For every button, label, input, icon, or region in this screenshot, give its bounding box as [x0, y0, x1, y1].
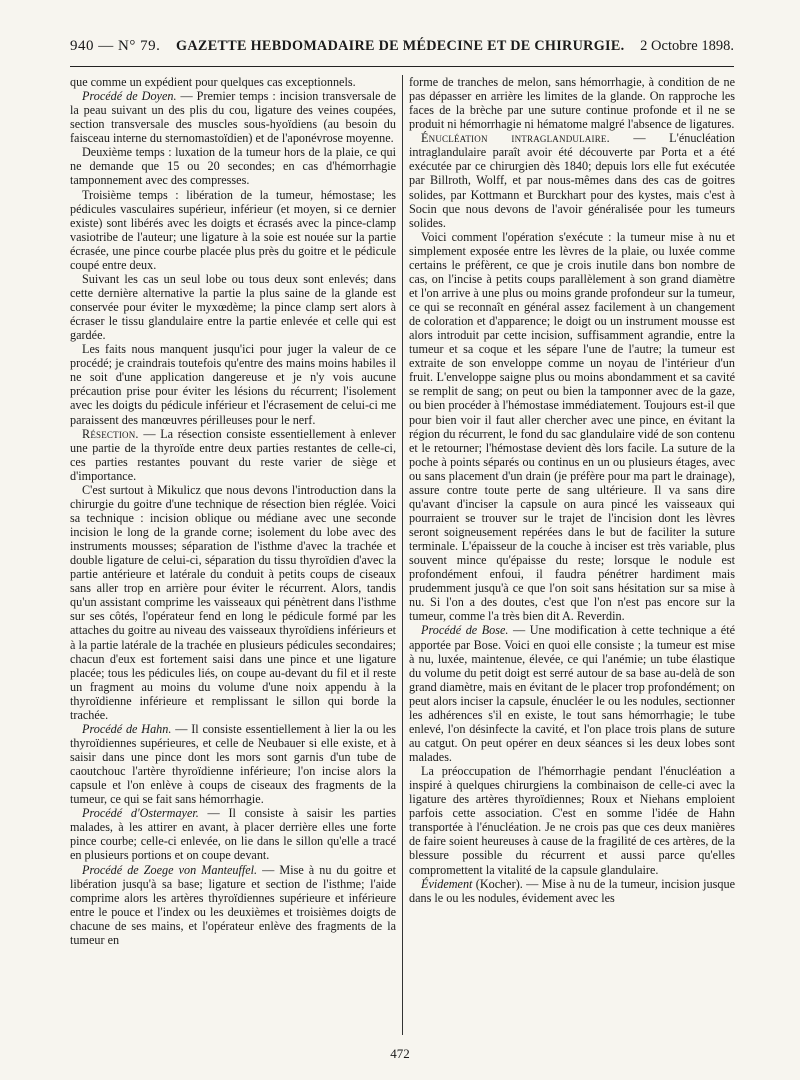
paragraph — [409, 623, 735, 764]
paragraph — [409, 764, 735, 877]
paragraph-text: Troisième temps : libération de la tumeur, hémostase; les pédicules vasculaires supérieur, inférieur (et moyen, si ce dernier existe) sont libérés avec les doigts et écrasés avec la pince-clamp vasiotribe de l'auteur; une ligature à la soie est nouée sur la partie écrasée, une pince courbe placée plus près du goitre et le pédicule coupé entre deux. — [70, 187, 396, 272]
paragraph-heading: Procédé de Bose. — [421, 623, 509, 638]
paragraph — [70, 75, 396, 89]
paragraph-text: La préoccupation de l'hémorrhagie pendant l'énucléation a inspiré à quelques chirurgiens la combinaison de celle-ci avec la ligature des artères thyroïdiennes; Roux et Niehans emploient parfois cette association. C'est en somme l'idée de Hahn transportée à l'énucléation. Je ne crois pas que ces deux manières de faire soient heureuses à cause de la fragilité de ces artères, de la blessure possible du récurrent et aussi parce qu'elles compromettent la vitalité de la capsule glandulaire. — [409, 764, 735, 877]
issue-number: — N° 79. — [98, 38, 161, 54]
paragraph-text: C'est surtout à Mikulicz que nous devons l'introduction dans la chirurgie du goitre d'une technique de résection bien réglée. Voici sa technique : incision oblique ou médiane avec une seconde incision le long de la grande corne; isolement du lobe avec des instruments mousses; séparation de l'isthme d'avec la trachée et double ligature de celui-ci, séparation du tissu thyroïdien d'avec la partie antérieure et latérale du conduit à petits coups de ciseaux sans aller trop en arrière pour éviter le récurrent. Alors, tandis qu'un assistant comprime les vaisseaux qui pénètrent dans l'isthme sur ses côtés, l'opérateur fend en long le pédicule formé par les attaches du goitre au niveau des vaisseaux thyroïdiens inférieurs et à la partie latérale de la trachée en plusieurs pédicules secondaires; chacun d'eux est fortement saisi dans une pince et une ligature placée; tous les pédicules liés, on coupe au-devant du fil et il reste un fragment au moins du volume d'une noix appendu à la thyroïdienne inférieure et remplissant le sillon qui borde la trachée. — [70, 482, 396, 722]
paragraph-text: — Il consiste à saisir les parties malades, à les attirer en avant, à placer derrière elles une forte pince courbe; celle-ci enlevée, on lie dans le sillon qu'elle a tracé en plusieurs portions et on coupe devant. — [70, 806, 396, 863]
running-header — [70, 38, 734, 62]
paragraph-text: que comme un expédient pour quelques cas exceptionnels. — [70, 75, 356, 89]
paragraph-heading: Procédé d'Ostermayer. — [82, 806, 199, 821]
paragraph — [70, 272, 396, 342]
paragraph-text: Deuxième temps : luxation de la tumeur hors de la plaie, ce qui ne demande que 15 ou 20 secondes; en cas d'hémorrhagie tamponnement avec des compresses. — [70, 145, 396, 188]
paragraph-heading: Procédé de Zoege von Manteuffel. — [82, 862, 258, 877]
page-folio: 472 — [390, 1046, 410, 1061]
header-rule — [70, 66, 734, 67]
journal-title: GAZETTE HEBDOMADAIRE DE MÉDECINE ET DE CHIRURGIE. — [176, 38, 625, 54]
paragraph-text: — L'énucléation intraglandulaire paraît avoir été découverte par Porta et a été exécutée par ce chirurgien dès 1840; depuis lors elle fut exécutée par Billroth, Wolff, et par nous-mêmes dans des cas de goitres solides, par Kottmann et Burckhart pour des kystes, mais c'est à Socin que nous devons de l'avoir généralisée pour les tumeurs solides. — [409, 131, 735, 230]
paragraph-text: Suivant les cas un seul lobe ou tous deux sont enlevés; dans cette dernière alternative la partie la plus saine de la glande est conservée pour éviter le myxœdème; la pince clamp sert alors à écraser le tissu glandulaire entre la partie enlevée et celle qui est gardée. — [70, 271, 396, 343]
paragraph — [70, 722, 396, 806]
paragraph — [409, 877, 735, 905]
paragraph — [409, 75, 735, 131]
paragraph-heading: Procédé de Doyen. — [82, 89, 177, 104]
paragraph-text: forme de tranches de melon, sans hémorrhagie, à condition de ne pas dépasser en arrière les limites de la glande. On rapproche les faces de la brèche par une suture continue profonde et il ne se produit ni hémorrhagie ni hématome malgré l'absence de ligatures. — [409, 75, 735, 132]
page-number: 940 — [70, 38, 94, 54]
paragraph-text: — Premier temps : incision transversale de la peau suivant un des plis du cou, ligature des veines coupées, section transversale des muscles sous-hyoïdiens (au besoin du faisceau interne du sternomastoïdien) et de l'aponévrose moyenne. — [70, 89, 396, 146]
paragraph — [70, 188, 396, 272]
paragraph-text: Les faits nous manquent jusqu'ici pour juger la valeur de ce procédé; je craindrais toutefois qu'entre des mains moins habiles il ne soit d'une application dangereuse et je n'y vois aucune précaution prise pour éviter les lésions du récurrent; l'isolement avec les doigts du pédicule inférieur et l'écrasement de celui-ci me paraissent des manœuvres périlleuses pour le nerf. — [70, 342, 396, 427]
paragraph — [70, 89, 396, 145]
paragraph-text: — Il consiste essentiellement à lier la ou les thyroïdiennes supérieures, et celle de Neubauer si elle existe, et à saisir dans une pince dont les mors sont garnis d'un tube de caoutchouc l'artère thyroïdienne inférieure; l'on incise alors la capsule et l'on enlève à coups de ciseaux des fragments de la tumeur, ce qui se fait sans hémorrhagie. — [70, 721, 396, 807]
paragraph — [409, 131, 735, 229]
paragraph-heading: Procédé de Hahn. — [82, 721, 172, 736]
column-divider — [402, 75, 403, 1035]
right-column — [409, 75, 735, 1035]
section-heading: Résection. — [82, 426, 139, 441]
paragraph-text: — La résection consiste essentiellement à enlever une partie de la thyroïde entre deux parties restantes de celle-ci, ces parties restantes pouvant du reste varier de siège et d'importance. — [70, 426, 396, 483]
paragraph-text: — Une modification à cette technique a été apportée par Bose. Voici en quoi elle consiste ; la tumeur est mise à nu, luxée, maintenue, élevée, ce qui l'anémie; un tube élastique du volume du petit doigt est serré autour de sa base au-delà de son grand diamètre, mais en évitant de le placer trop profondément; on peut alors inciser la capsule, énucléer le ou les nodules, sectionner les adhérences s'il en existe, le tout sans hémorrhagie; le tube enlevé, l'on désinfecte la cavité, et l'on place trois plans de suture au catgut. On peut opérer en deux séances si les deux lobes sont malades. — [409, 623, 735, 764]
left-column — [70, 75, 396, 1035]
paragraph — [70, 145, 396, 187]
issue-date: 2 Octobre 1898. — [640, 38, 734, 54]
paragraph — [70, 863, 396, 947]
paragraph — [409, 230, 735, 624]
header-page-issue — [70, 38, 160, 55]
paragraph-text: Voici comment l'opération s'exécute : la tumeur mise à nu et simplement exposée entre les lèvres de la plaie, ou luxée comme certains le préfèrent, ce que je crois inutile dans bon nombre de cas, on l'incise à petits coups parallèlement à son grand diamètre et l'on arrive à une plus ou moins grande profondeur sur la tumeur, ce qui se reconnaît en général assez facilement à un changement de coloration et d'apparence; le doigt ou un instrument mousse est alors introduit par cette incision, suffisamment agrandie, entre la tumeur et sa coque et les sépare l'une de l'autre; la tumeur est extraite de son enveloppe comme un noyau de l'intérieur d'un fruit. L'enveloppe saigne plus ou moins abondamment et sa cavité se remplit de sang; on peut ou bien la tamponner avec de la gaze, ou bien procéder à l'hémostase immédiatement. Toujours est-il que pour bien voir il faut aller chercher avec une pince, en évitant la région du récurrent, le fond du sac glandulaire vidé de son contenu et le retourner; l'hémostase devient dès lors facile. La suture de la poche à points séparés ou continus en un ou plusieurs étages, avec ou sans placement d'un drain (je préfère pour ma part le drainage), assure contre toute perte de sang ultérieure. Il va sans dire qu'avant d'inciser la capsule on aura pincé les vaisseaux qui pourraient se trouver sur le trajet de l'incision dont les lèvres seront soigneusement repérées dans le but de faciliter la suture terminale. L'épaisseur de la couche à inciser est très variable, plus souvent mince qu'épaisse du reste; lorsque le nodule est profondément enfoui, il faudra pénétrer hardiment mais prudemment jusqu'à ce que l'on soit sans hésitation sur sa mise à nu. Si l'on a des doutes, c'est que l'on n'est pas encore sur la tumeur, comme l'a très bien dit A. Reverdin. — [409, 229, 735, 624]
paragraph-text: — Mise à nu du goitre et libération jusqu'à sa base; ligature et section de l'isthme; l'aide comprime alors les artères thyroïdiennes supérieure et inférieure entre le pouce et l'index ou les deuxièmes et troisièmes doigts de chacune de ses mains, et l'opérateur enlève des fragments de la tumeur en — [70, 862, 396, 947]
paragraph-text: (Kocher). — Mise à nu de la tumeur, incision jusque dans le ou les nodules, évidement avec les — [409, 876, 735, 905]
paragraph — [70, 427, 396, 483]
paragraph — [70, 342, 396, 426]
paragraph-heading: Évidement — [421, 876, 473, 891]
paragraph — [70, 483, 396, 722]
paragraph — [70, 806, 396, 862]
section-heading: Énucléation intraglandulaire. — [421, 131, 610, 146]
